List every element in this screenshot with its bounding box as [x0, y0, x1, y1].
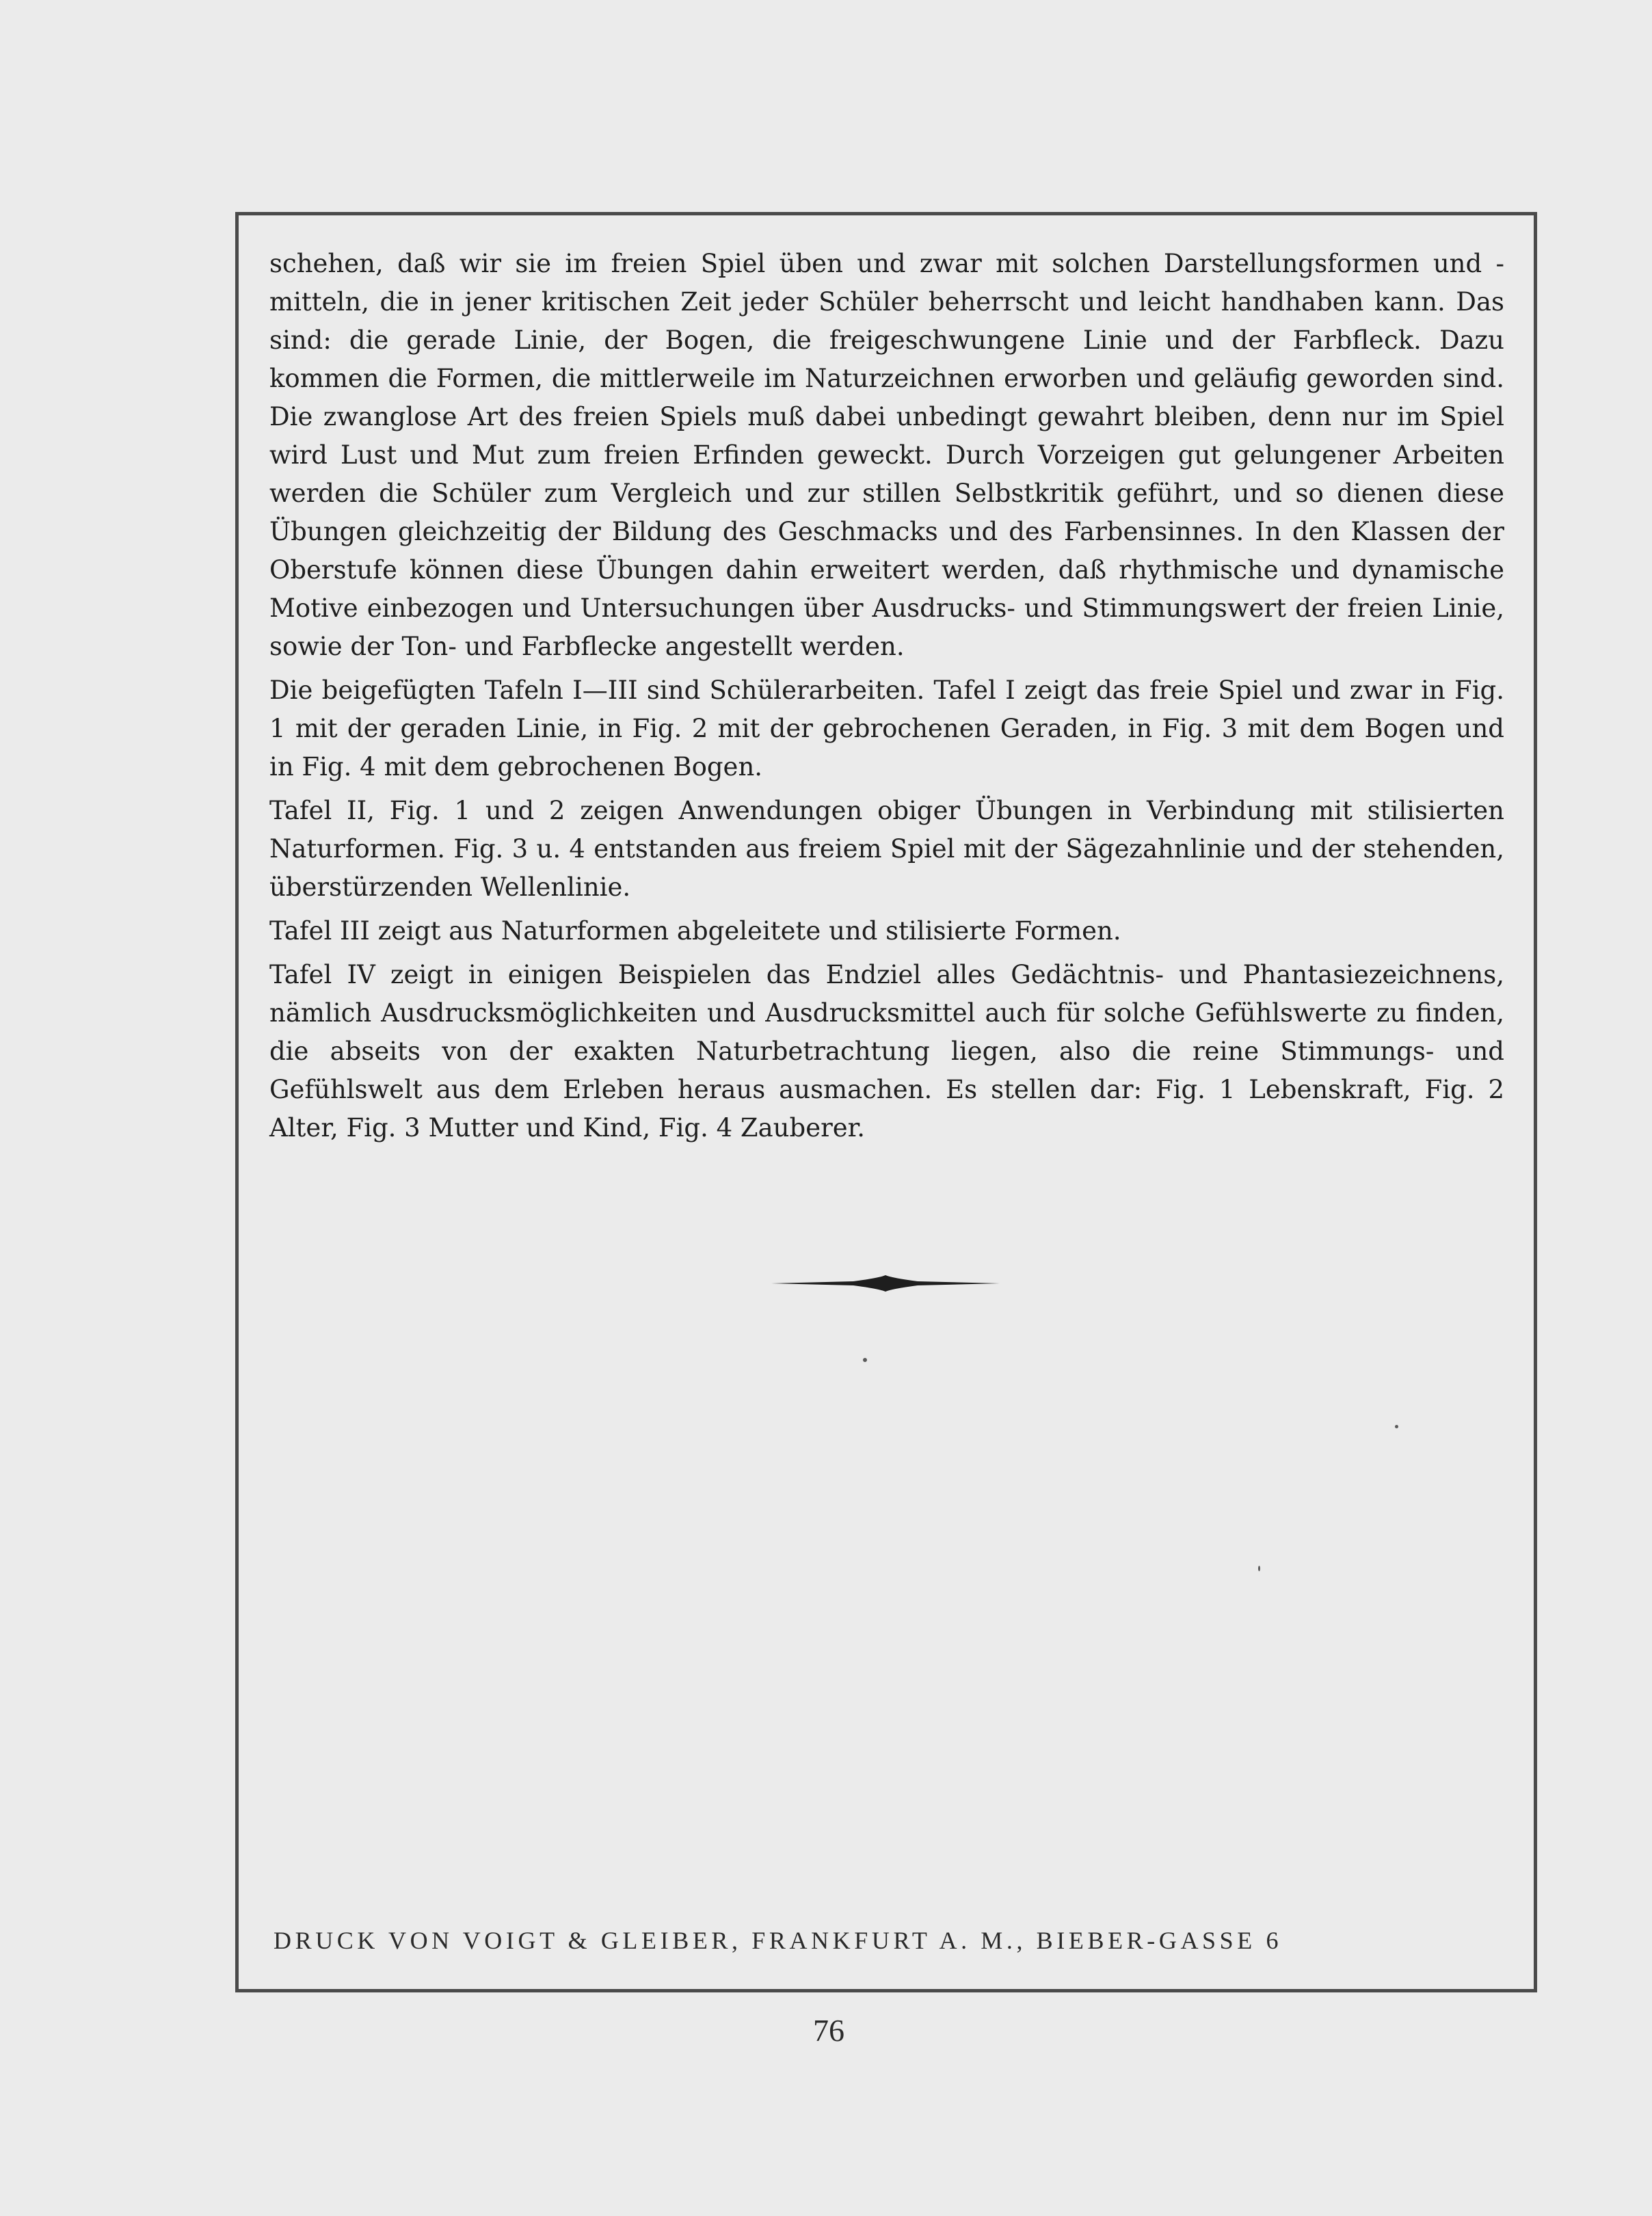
paragraph-tafel-2: Tafel II, Fig. 1 und 2 zeigen Anwendungen obiger Übungen in Verbindung mit stilisierten Naturformen. Fig. 3 u. 4 entstanden aus freiem Spiel mit der Sägezahnlinie und der stehenden, überstürzenden Wellenlinie.	[269, 796, 1504, 902]
paper-speck	[863, 1358, 867, 1362]
paragraph-tafel-3: Tafel III zeigt aus Naturformen abgeleitete und stilisierte Formen.	[269, 916, 1121, 946]
end-ornament-rule	[771, 1275, 1000, 1292]
page-number: 76	[813, 2013, 844, 2048]
paper-speck	[1395, 1425, 1398, 1428]
paragraph-tafel-4: Tafel IV zeigt in einigen Beispielen das Endziel alles Gedächtnis- und Phantasiezeichnens, nämlich Ausdrucksmöglichkeiten und Ausdrucksmittel auch für solche Gefühlswerte zu finden, die abseits von der exakten Naturbetrachtung liegen, also die reine Stimmungs- und Gefühlswelt aus dem Erleben heraus ausmachen. Es stellen dar: Fig. 1 Lebenskraft, Fig. 2 Alter, Fig. 3 Mutter und Kind, Fig. 4 Zauberer.	[269, 960, 1504, 1143]
paragraph-free-play: schehen, daß wir sie im freien Spiel üben und zwar mit solchen Darstellungsformen und -mitteln, die in jener kritischen Zeit jeder Schüler beherrscht und leicht handhaben kann. Das sind: die gerade Linie, der Bogen, die freigeschwungene Linie und der Farbfleck. Dazu kommen die Formen, die mittlerweile im Naturzeichnen erworben und geläufig geworden sind. Die zwanglose Art des freien Spiels muß dabei unbedingt gewahrt bleiben, denn nur im Spiel wird Lust und Mut zum freien Erfinden geweckt. Durch Vorzeigen gut gelungener Arbeiten werden die Schüler zum Vergleich und zur stillen Selbstkritik geführt, und so dienen diese Übungen gleichzeitig der Bildung des Geschmacks und des Farbensinnes. In den Klassen der Oberstufe können diese Übungen dahin erweitert werden, daß rhythmische und dynamische Motive einbezogen und Untersuchungen über Ausdrucks- und Stimmungswert der freien Linie, sowie der Ton- und Farbflecke angestellt werden.	[269, 249, 1504, 661]
paper-speck	[1258, 1566, 1260, 1571]
printer-imprint: DRUCK VON VOIGT & GLEIBER, FRANKFURT A. M., BIEBER-GASSE 6	[274, 1927, 1283, 1954]
paragraph-tafel-1: Die beigefügten Tafeln I—III sind Schülerarbeiten. Tafel I zeigt das freie Spiel und zwar in Fig. 1 mit der geraden Linie, in Fig. 2 mit der gebrochenen Geraden, in Fig. 3 mit dem Bogen und in Fig. 4 mit dem gebrochenen Bogen.	[269, 676, 1504, 782]
body-text	[269, 245, 1504, 1147]
